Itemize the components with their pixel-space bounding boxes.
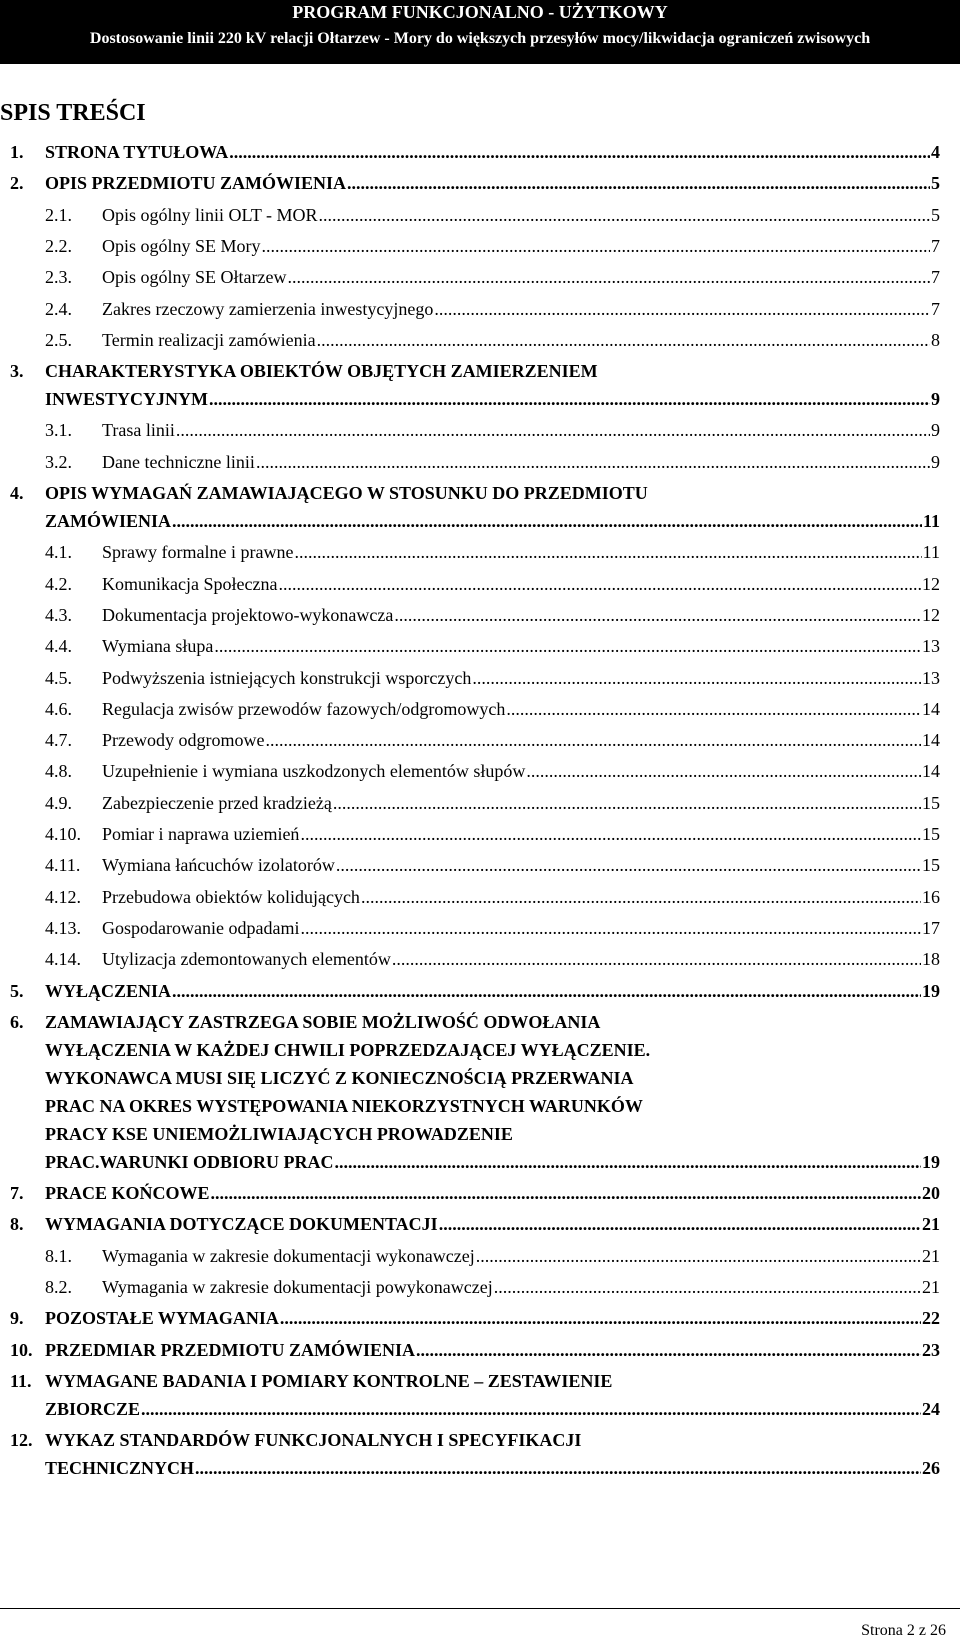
toc-entry-title: INWESTYCYJNYM <box>45 389 209 410</box>
toc-entry-title-line: OPIS WYMAGAŃ ZAMAWIAJĄCEGO W STOSUNKU DO PRZEDMIOTU <box>45 483 648 503</box>
toc-entry-number: 4.3. <box>45 604 72 625</box>
toc-entry[interactable] <box>10 1338 940 1362</box>
toc-entry-page: 9 <box>931 420 940 441</box>
toc-entry-number: 8.2. <box>45 1277 72 1297</box>
toc-dot-leader <box>361 885 921 909</box>
toc-entry[interactable] <box>10 1428 940 1480</box>
toc-entry[interactable] <box>45 666 940 690</box>
toc-entry[interactable] <box>45 822 940 846</box>
toc-dot-leader <box>416 1338 921 1362</box>
toc-entry-page: 13 <box>922 667 940 688</box>
toc-entry[interactable] <box>45 885 940 909</box>
toc-entry-page: 24 <box>922 1398 940 1419</box>
toc-entry[interactable] <box>45 947 940 971</box>
toc-dot-leader <box>333 791 921 815</box>
toc-entry[interactable] <box>45 728 940 752</box>
toc-entry[interactable] <box>45 1244 940 1268</box>
toc-entry[interactable] <box>45 450 940 474</box>
toc-entry[interactable] <box>45 203 940 227</box>
toc-entry-number: 12. <box>10 1430 33 1451</box>
toc-entry-number: 4.5. <box>45 667 72 688</box>
header-subtitle: Dostosowanie linii 220 kV relacji Ołtarzew - Mory do większych przesyłów mocy/likwidacja ograniczeń zwisowych <box>89 30 871 47</box>
toc-entry-number: 4.10. <box>45 824 81 844</box>
toc-entry-title: ZBIORCZE <box>45 1398 141 1419</box>
toc-entry-title: Zabezpieczenie przed kradzieżą <box>102 792 332 813</box>
toc-entry-number: 2.3. <box>45 267 72 288</box>
toc-entry-number: 4.14. <box>45 949 81 970</box>
toc-entry-title: TECHNICZNYCH <box>45 1458 195 1479</box>
toc-dot-leader <box>472 666 921 690</box>
toc-entry-number: 3. <box>10 361 24 382</box>
toc-entry-page: 4 <box>931 142 940 162</box>
toc-entry-number: 9. <box>10 1308 24 1329</box>
toc-entry[interactable] <box>45 1275 940 1299</box>
toc-dot-leader <box>336 853 921 877</box>
toc-dot-leader <box>214 634 921 658</box>
toc-entry[interactable] <box>45 572 940 596</box>
toc-entry-number: 4.6. <box>45 698 72 719</box>
toc-dot-leader <box>434 297 930 321</box>
toc-entry[interactable] <box>10 359 940 411</box>
toc-entry-number: 8.1. <box>45 1245 72 1266</box>
toc-entry[interactable] <box>45 265 940 289</box>
toc-entry-title-line: CHARAKTERYSTYKA OBIEKTÓW OBJĘTYCH ZAMIERZENIEM <box>45 361 598 382</box>
toc-entry-number: 2.1. <box>45 204 72 225</box>
toc-entry-number: 4.13. <box>45 917 81 938</box>
toc-entry-number: 4.11. <box>45 855 81 876</box>
toc-heading: SPIS TREŚCI <box>0 100 146 126</box>
toc-entry-title-line: WYKAZ STANDARDÓW FUNKCJONALNYCH I SPECYFIKACJI <box>45 1430 582 1451</box>
toc-entry[interactable] <box>10 1306 940 1330</box>
toc-entry-number: 4.7. <box>45 730 72 751</box>
toc-entry-title: Opis ogólny linii OLT - MOR <box>102 204 318 225</box>
toc-dot-leader <box>280 1306 921 1330</box>
toc-entry-title: Przewody odgromowe <box>102 730 265 751</box>
toc-entry-title: Trasa linii <box>102 420 175 441</box>
toc-entry-page: 19 <box>922 1151 940 1172</box>
toc-entry-page: 19 <box>922 980 940 1001</box>
toc-dot-leader <box>287 265 930 289</box>
toc-dot-leader <box>262 234 930 258</box>
toc-entry-page: 18 <box>922 949 940 970</box>
toc-entry-number: 7. <box>10 1183 24 1204</box>
toc-dot-leader <box>392 947 921 971</box>
toc-dot-leader <box>317 328 930 352</box>
toc-entry-number: 4.9. <box>45 792 72 813</box>
toc-dot-leader <box>211 1181 921 1205</box>
toc-entry-page: 21 <box>922 1277 940 1297</box>
toc-entry-number: 6. <box>10 1011 24 1032</box>
toc-entry[interactable] <box>45 634 940 658</box>
toc-entry-page: 15 <box>922 792 940 813</box>
toc-entry-title: OPIS PRZEDMIOTU ZAMÓWIENIA <box>45 173 347 194</box>
toc-entry[interactable] <box>45 759 940 783</box>
toc-entry-title-line: PRAC NA OKRES WYSTĘPOWANIA NIEKORZYSTNYCH WARUNKÓW <box>45 1095 643 1116</box>
toc-entry-page: 15 <box>922 824 940 844</box>
toc-entry-number: 4.12. <box>45 886 81 907</box>
toc-dot-leader <box>172 979 921 1003</box>
toc-dot-leader <box>256 450 930 474</box>
toc-entry-page: 26 <box>922 1458 940 1479</box>
toc-entry-number: 4.1. <box>45 542 72 563</box>
toc-dot-leader <box>265 728 921 752</box>
toc-dot-leader <box>141 1397 921 1421</box>
toc-entry-page: 17 <box>922 917 940 938</box>
toc-dot-leader <box>300 822 921 846</box>
toc-entry-title: Uzupełnienie i wymiana uszkodzonych elementów słupów <box>102 761 526 782</box>
toc-entry-title-line: WYKONAWCA MUSI SIĘ LICZYĆ Z KONIECZNOŚCIĄ PRZERWANIA <box>45 1067 634 1088</box>
toc-entry-title: Dane techniczne linii <box>102 451 255 472</box>
toc-entry-title: ZAMÓWIENIA <box>45 511 172 531</box>
toc-entry[interactable] <box>10 171 940 195</box>
toc-dot-leader <box>526 759 921 783</box>
toc-entry-page: 22 <box>922 1308 940 1329</box>
toc-dot-leader <box>300 916 921 940</box>
toc-entry-title-line: PRACY KSE UNIEMOŻLIWIAJĄCYCH PROWADZENIE <box>45 1123 513 1144</box>
toc-entry[interactable] <box>10 1369 940 1421</box>
toc-entry-number: 3.1. <box>45 420 72 441</box>
toc-entry-number: 5. <box>10 980 24 1001</box>
toc-entry-number: 10. <box>10 1339 33 1360</box>
toc-entry-number: 4. <box>10 483 24 503</box>
toc-dot-leader <box>294 540 921 564</box>
toc-entry-title: WYMAGANIA DOTYCZĄCE DOKUMENTACJI <box>45 1214 438 1235</box>
toc-entry-title: Podwyższenia istniejących konstrukcji wsporczych <box>102 667 472 688</box>
header-title: PROGRAM FUNKCJONALNO - UŻYTKOWY <box>292 2 668 22</box>
toc-entry-title: Komunikacja Społeczna <box>102 573 278 594</box>
toc-dot-leader <box>195 1456 921 1480</box>
toc-entry-title: Termin realizacji zamówienia <box>102 329 316 350</box>
toc-entry-page: 9 <box>931 451 940 472</box>
toc-entry-page: 20 <box>922 1183 940 1204</box>
toc-entry-page: 15 <box>922 855 940 876</box>
toc-entry[interactable] <box>45 791 940 815</box>
toc-entry-number: 2. <box>10 173 24 194</box>
toc-entry[interactable] <box>10 481 940 533</box>
toc-entry-number: 2.4. <box>45 298 72 319</box>
toc-entry-page: 23 <box>922 1339 940 1360</box>
toc-entry-number: 4.2. <box>45 573 72 594</box>
toc-entry-title: Gospodarowanie odpadami <box>102 917 300 938</box>
toc-dot-leader <box>439 1212 921 1236</box>
toc-entry-page: 7 <box>931 298 940 319</box>
toc-entry-title: Zakres rzeczowy zamierzenia inwestycyjnego <box>102 298 434 319</box>
toc-entry-title-line: WYMAGANE BADANIA I POMIARY KONTROLNE – ZESTAWIENIE <box>45 1370 613 1391</box>
toc-entry-title: PRAC.WARUNKI ODBIORU PRAC <box>45 1151 334 1172</box>
toc-entry[interactable] <box>45 297 940 321</box>
toc-entry-number: 4.8. <box>45 761 72 782</box>
toc-entry-title: Utylizacja zdemontowanych elementów <box>102 949 391 970</box>
toc-entry-title: POZOSTAŁE WYMAGANIA <box>45 1308 279 1329</box>
toc-entry-page: 14 <box>922 698 940 719</box>
toc-entry-page: 11 <box>922 511 940 531</box>
toc-entry[interactable] <box>45 603 940 627</box>
toc-entry-title: Wymiana słupa <box>102 636 214 657</box>
toc-entry[interactable] <box>45 540 940 564</box>
toc-entry-page: 12 <box>922 604 940 625</box>
toc-entry-page: 9 <box>931 389 940 410</box>
toc-entry[interactable] <box>10 1010 940 1174</box>
toc-entry[interactable] <box>45 853 940 877</box>
toc-entry-title-line: WYŁĄCZENIA W KAŻDEJ CHWILI POPRZEDZAJĄCEJ WYŁĄCZENIE. <box>45 1039 651 1060</box>
toc-entry[interactable] <box>45 916 940 940</box>
toc-dot-leader <box>347 171 930 195</box>
toc-entry-number: 1. <box>10 142 24 162</box>
toc-dot-leader <box>476 1244 921 1268</box>
toc-entry-title: Wymagania w zakresie dokumentacji powykonawczej <box>102 1277 493 1297</box>
toc-entry-page: 21 <box>922 1245 940 1266</box>
toc-entry-page: 14 <box>922 730 940 751</box>
toc-entry[interactable] <box>45 328 940 352</box>
toc-entry-number: 3.2. <box>45 451 72 472</box>
toc-dot-leader <box>172 509 922 533</box>
toc-entry-title: Opis ogólny SE Ołtarzew <box>102 267 287 288</box>
toc-entry-title: STRONA TYTUŁOWA <box>45 142 229 162</box>
toc-dot-leader <box>319 203 930 227</box>
toc-entry-page: 11 <box>922 542 940 563</box>
toc-entry-title: Wymagania w zakresie dokumentacji wykonawczej <box>102 1245 475 1266</box>
toc-entry-title: Opis ogólny SE Mory <box>102 235 261 256</box>
toc-entry-title: Regulacja zwisów przewodów fazowych/odgromowych <box>102 698 506 719</box>
toc-entry-number: 11. <box>10 1370 32 1391</box>
toc-entry-title: Przebudowa obiektów kolidujących <box>102 886 360 907</box>
toc-entry-number: 2.2. <box>45 235 72 256</box>
toc-entry-title: PRACE KOŃCOWE <box>45 1183 210 1204</box>
toc-entry[interactable] <box>45 418 940 442</box>
toc-entry-page: 12 <box>922 573 940 594</box>
toc-entry-number: 2.5. <box>45 329 72 350</box>
toc-dot-leader <box>209 387 930 411</box>
toc-entry-title: Sprawy formalne i prawne <box>102 542 294 563</box>
toc-dot-leader <box>176 418 930 442</box>
page-header <box>0 0 960 64</box>
toc-dot-leader <box>229 140 930 164</box>
toc-entry-page: 13 <box>922 636 940 657</box>
toc-entry-page: 7 <box>931 267 940 288</box>
toc-entry[interactable] <box>45 697 940 721</box>
toc-entry-number: 4.4. <box>45 636 72 657</box>
toc-dot-leader <box>506 697 921 721</box>
toc-entry-number: 8. <box>10 1214 24 1235</box>
toc-entry-page: 8 <box>931 329 940 350</box>
toc-entry-page: 14 <box>922 761 940 782</box>
toc-entry-title: Dokumentacja projektowo-wykonawcza <box>102 604 394 625</box>
toc-entry-page: 5 <box>931 173 940 194</box>
footer-page-number: Strona 2 z 26 <box>861 1622 946 1639</box>
toc-entry-title: WYŁĄCZENIA <box>45 980 172 1001</box>
toc-entry[interactable] <box>45 234 940 258</box>
toc-entry-page: 7 <box>931 235 940 256</box>
toc-dot-leader <box>394 603 921 627</box>
toc-dot-leader <box>494 1275 921 1299</box>
toc-entry[interactable] <box>10 979 940 1003</box>
toc-entry-title: PRZEDMIAR PRZEDMIOTU ZAMÓWIENIA <box>45 1339 416 1360</box>
toc-entry[interactable] <box>10 1212 940 1236</box>
toc-entry[interactable] <box>10 1181 940 1205</box>
toc-entry-title: Wymiana łańcuchów izolatorów <box>102 855 335 876</box>
page-footer <box>0 1608 960 1639</box>
toc-entry-page: 21 <box>922 1214 940 1235</box>
toc-entry[interactable] <box>10 140 940 164</box>
toc-entry-title: Pomiar i naprawa uziemień <box>102 824 300 844</box>
toc-dot-leader <box>278 572 921 596</box>
toc-entry-title-line: ZAMAWIAJĄCY ZASTRZEGA SOBIE MOŻLIWOŚĆ ODWOŁANIA <box>45 1011 601 1032</box>
toc-dot-leader <box>335 1150 921 1174</box>
toc-entry-page: 16 <box>922 886 940 907</box>
toc-entry-page: 5 <box>931 204 940 225</box>
